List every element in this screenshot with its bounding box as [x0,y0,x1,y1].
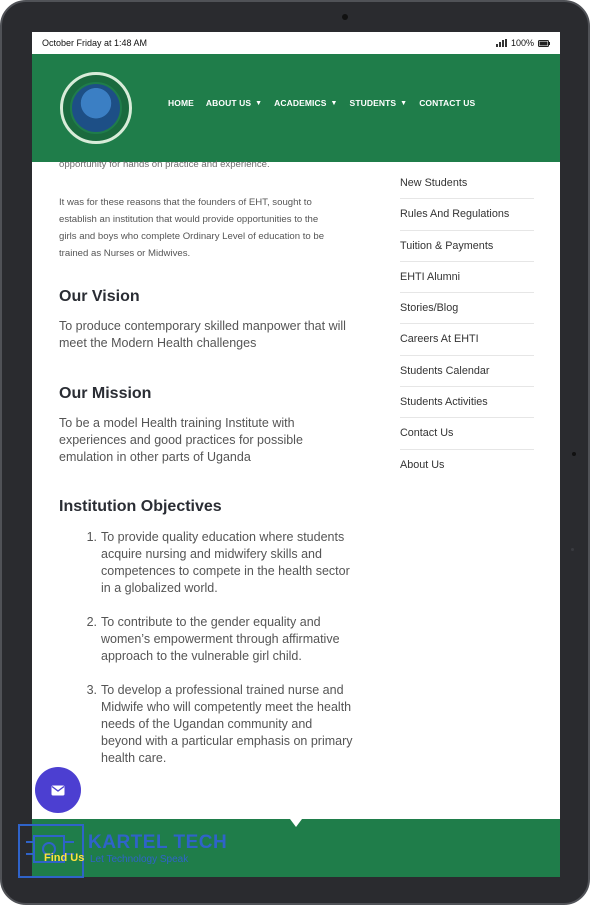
side-dot [571,548,574,551]
mission-heading: Our Mission [59,385,152,402]
chat-fab-button[interactable] [35,767,81,813]
logo-emblem-icon [70,82,122,134]
sidebar-link-new-students[interactable]: New Students [400,168,534,199]
vision-section [59,288,346,352]
sidebar-link-contact[interactable]: Contact Us [400,418,534,449]
sidebar-link-alumni[interactable]: EHTI Alumni [400,262,534,293]
watermark-title: KARTEL TECH [88,832,228,853]
nav-students[interactable]: STUDENTS ▼ [349,98,408,108]
footer-notch [290,819,302,827]
objectives-list [81,529,399,767]
signal-icon [496,39,507,47]
list-item: 3. To develop a professional trained nurse and Midwife who will competently meet the health needs of the Ugandan community and beyond with a particular emphasis on primary health care. [86,683,353,765]
mission-text: To be a model Health training Institute with experiences and good practices for possible emulation in other parts of Uganda [59,416,303,464]
screen [32,32,560,877]
mission-section [59,385,303,466]
main-nav [168,98,475,108]
battery-icon [538,40,550,47]
vision-heading: Our Vision [59,288,140,305]
intro-paragraph: It was for these reasons that the founders of EHT, sought to establish an institution that would provide opportunities to the girls and boys who complete Ordinary Level of education to be trained as Nurses or Midwives. [59,197,325,259]
front-camera [342,14,348,20]
site-header [32,54,560,162]
sidebar-link-activities[interactable]: Students Activities [400,387,534,418]
side-sensor [572,452,576,456]
sidebar-link-tuition[interactable]: Tuition & Payments [400,231,534,262]
sidebar-link-blog[interactable]: Stories/Blog [400,293,534,324]
vision-text: To produce contemporary skilled manpower that will meet the Modern Health challenges [59,319,346,350]
institution-logo[interactable] [60,72,132,144]
watermark-chip-icon [18,824,84,878]
status-time: October Friday at 1:48 AM [42,38,148,48]
watermark-subtitle: Let Technology Speak [90,854,189,865]
objectives-section [59,498,399,784]
chevron-down-icon: ▼ [330,99,338,107]
status-right [496,38,550,48]
list-item: 1. To provide quality education where students acquire nursing and midwifery skills and competences to compete in the health sector in a globalized world. [86,530,350,595]
nav-about-us[interactable]: ABOUT US ▼ [205,98,263,108]
list-item: 2. To contribute to the gender equality and women’s empowerment through affirmative approach to the vulnerable girl child. [86,615,340,663]
nav-home[interactable]: HOME [168,98,194,108]
sidebar-link-calendar[interactable]: Students Calendar [400,356,534,387]
watermark-logo [18,824,233,878]
find-us-label[interactable]: Find Us [44,852,85,864]
sidebar-link-rules[interactable]: Rules And Regulations [400,199,534,230]
battery-text: 100% [510,38,534,48]
chevron-down-icon: ▼ [400,99,408,107]
intro-tail: opportunity for hands on practice and experience. [59,159,270,170]
sidebar-link-about[interactable]: About Us [400,458,445,471]
envelope-icon [51,785,65,796]
students-sidebar [400,168,534,481]
nav-academics[interactable]: ACADEMICS ▼ [274,98,338,108]
sidebar-link-careers[interactable]: Careers At EHTI [400,324,534,355]
objectives-heading: Institution Objectives [59,498,222,515]
status-bar [32,32,560,54]
nav-contact-us[interactable]: CONTACT US [419,98,476,108]
chevron-down-icon: ▼ [255,99,263,107]
